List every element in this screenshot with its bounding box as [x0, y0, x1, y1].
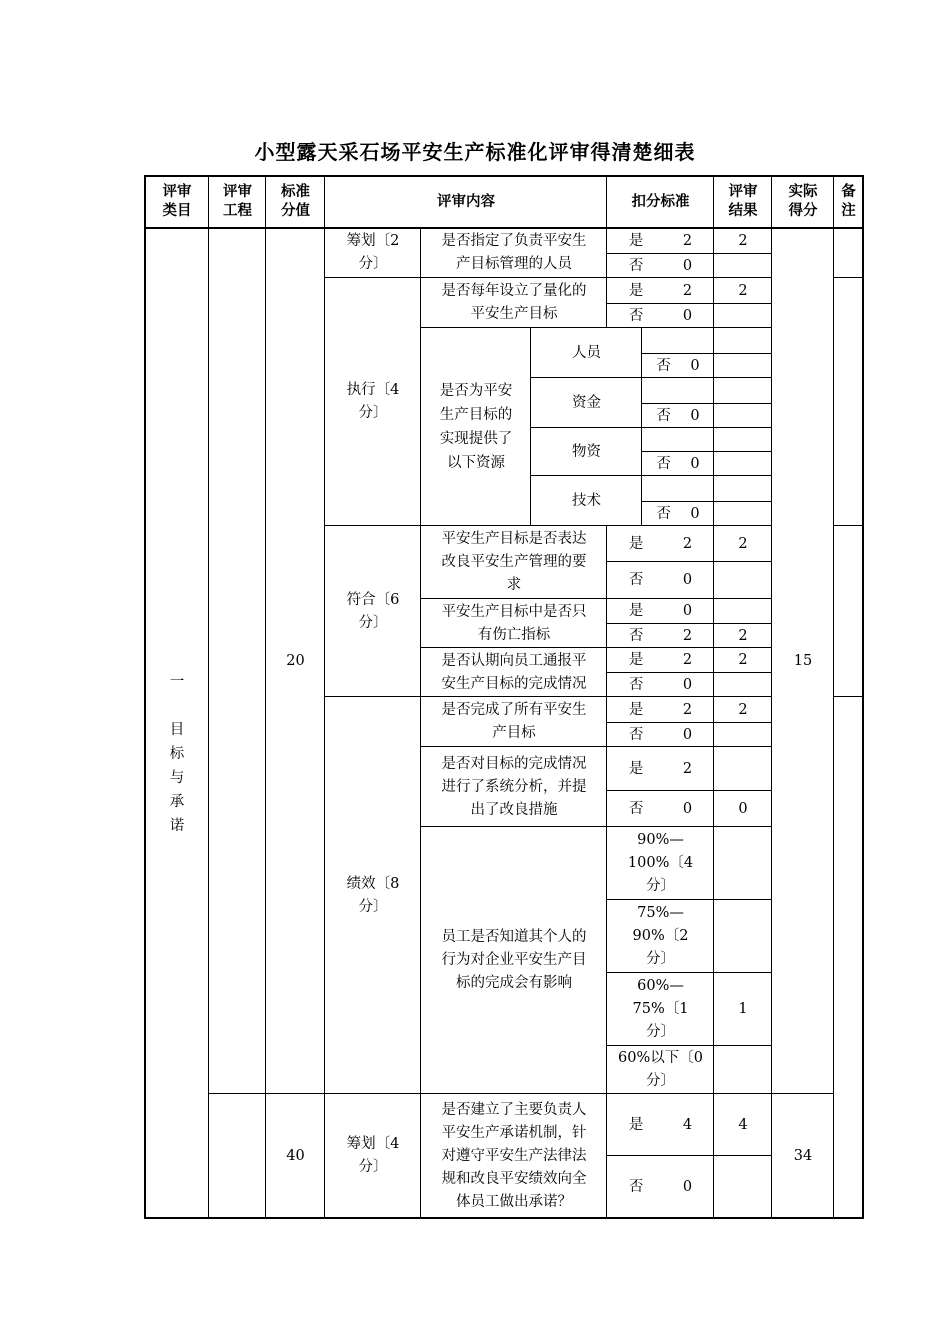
- header-deduction: 扣分标准: [631, 193, 690, 210]
- table-border-bottom: [144, 1217, 864, 1219]
- header-content: 评审内容: [437, 193, 495, 210]
- exec-q1-yes: 是 2: [628, 282, 693, 299]
- header-standard-score: 标准 分值: [281, 184, 310, 219]
- remarks-divider: [834, 696, 863, 697]
- plan-label-s2: 筹划〔4 分〕: [346, 1136, 400, 1175]
- col-divider: [606, 228, 607, 328]
- resource-divider: [531, 427, 772, 428]
- row-divider: [325, 277, 772, 278]
- s2-plan-q1-yes: 是 4: [628, 1116, 693, 1133]
- resource-funds-no: 否 0: [656, 407, 700, 424]
- resource-materials-no: 否 0: [656, 455, 700, 472]
- resource-technology-no: 否 0: [656, 505, 700, 522]
- resource-subdivider: [642, 451, 772, 452]
- plan-q1-result: 2: [738, 232, 748, 249]
- perf-q3-option-90-100: 90%— 100%〔4 分〕: [627, 832, 694, 894]
- row-divider: [421, 746, 772, 747]
- s2-plan-q1-result: 4: [738, 1116, 748, 1133]
- resource-materials: 物资: [572, 443, 601, 460]
- resource-divider: [531, 475, 772, 476]
- s2-plan-q1-no: 否 0: [628, 1178, 693, 1195]
- yes-no-divider: [607, 790, 772, 791]
- col-divider: [420, 228, 421, 1218]
- perf-q2-no: 否 0: [628, 800, 693, 817]
- table-border-left: [144, 175, 146, 1219]
- table-border-top: [144, 175, 864, 177]
- yes-no-divider: [607, 623, 772, 624]
- yes-no-divider: [607, 561, 772, 562]
- perf-q1-no: 否 0: [628, 726, 693, 743]
- conform-q3-text: 是否认期向员工通报平 安生产目标的完成情况: [441, 652, 587, 692]
- perf-q2-text: 是否对目标的完成情况 进行了系统分析，并提 出了改良措施: [441, 755, 587, 818]
- conform-q3-no: 否 0: [628, 676, 693, 693]
- resource-subdivider: [642, 353, 772, 354]
- resource-personnel: 人员: [572, 344, 601, 361]
- perf-q1-result: 2: [738, 701, 748, 718]
- perf-label: 绩效〔8 分〕: [346, 875, 400, 915]
- perf-q3-option-75-90: 75%— 90%〔2 分〕: [632, 905, 689, 967]
- remarks-divider: [834, 525, 863, 526]
- yes-no-divider: [607, 303, 772, 304]
- conform-q1-yes: 是 2: [628, 535, 693, 552]
- exec-label: 执行〔4 分〕: [346, 382, 400, 421]
- col-divider: [265, 175, 266, 1218]
- row-divider: [325, 696, 772, 697]
- yes-no-divider: [607, 899, 772, 900]
- conform-q3-result: 2: [738, 652, 748, 668]
- exec-q1-result: 2: [738, 282, 748, 299]
- exec-q1-no: 否 0: [628, 307, 693, 324]
- conform-q1-text: 平安生产目标是否表达 改良平安生产管理的要 求: [441, 531, 587, 593]
- remarks-divider: [834, 277, 863, 278]
- resource-personnel-no: 否 0: [656, 357, 700, 374]
- conform-q3-yes: 是 2: [628, 652, 693, 668]
- conform-q2-text: 平安生产目标中是否只 有伤亡指标: [441, 603, 587, 643]
- perf-q3-result: 1: [738, 1001, 748, 1017]
- yes-no-divider: [607, 1045, 772, 1046]
- perf-q2-yes: 是 2: [628, 760, 693, 777]
- conform-q1-result: 2: [738, 535, 748, 552]
- row-divider: [421, 647, 772, 648]
- plan-label-s1: 筹划〔2 分〕: [346, 233, 400, 272]
- resource-subdivider: [642, 501, 772, 502]
- row-divider: [325, 525, 772, 526]
- yes-no-divider: [607, 253, 772, 254]
- yes-no-divider: [607, 972, 772, 973]
- perf-q1-yes: 是 2: [628, 701, 693, 718]
- exec-q2-text: 是否为平安 生产目标的 实现提供了 以下资源: [439, 383, 513, 471]
- plan-q1-no: 否 0: [628, 257, 693, 274]
- actual-score-s2: 34: [793, 1147, 813, 1164]
- col-divider: [606, 526, 607, 1218]
- conform-q2-yes: 是 0: [628, 603, 693, 619]
- row-divider: [421, 327, 772, 328]
- page-title: 小型露天采石场平安生产标准化评审得清楚细表: [254, 140, 696, 164]
- conform-label: 符合〔6 分〕: [346, 591, 400, 631]
- standard-score-s2: 40: [286, 1147, 305, 1164]
- s2-plan-q1-text: 是否建立了主要负责人 平安生产承诺机制，针 对遵守平安生产法律法 规和改良平安绩效向全 体员工做出承诺？: [441, 1101, 587, 1210]
- perf-q2-result: 0: [738, 800, 748, 817]
- conform-q2-result: 2: [738, 627, 748, 644]
- table-border-right: [862, 175, 864, 1219]
- resource-divider: [531, 377, 772, 378]
- header-item: 评审 工程: [223, 184, 252, 219]
- row-divider: [209, 1093, 834, 1094]
- resource-technology: 技术: [572, 492, 601, 509]
- header-category: 评审 类目: [162, 184, 192, 219]
- conform-q2-no: 否 2: [628, 627, 693, 644]
- col-divider: [606, 175, 607, 228]
- exec-q1-text: 是否每年设立了量化的 平安生产目标: [441, 283, 587, 322]
- row-divider: [421, 598, 772, 599]
- yes-no-divider: [607, 672, 772, 673]
- perf-q3-option-60-75: 60%— 75%〔1 分〕: [632, 978, 689, 1040]
- perf-q1-text: 是否完成了所有平安生 产目标: [441, 702, 587, 741]
- yes-no-divider: [607, 722, 772, 723]
- conform-q1-no: 否 0: [628, 572, 693, 588]
- perf-q3-text: 员工是否知道其个人的 行为对企业平安生产目 标的完成会有影响: [441, 929, 587, 991]
- perf-q3-option-below-60: 60%以下〔0 分〕: [618, 1050, 703, 1089]
- yes-no-divider: [607, 1155, 772, 1156]
- col-divider: [208, 175, 209, 1218]
- actual-score-s1: 15: [793, 652, 813, 669]
- standard-score-s1: 20: [286, 652, 305, 669]
- header-remarks: 备 注: [841, 184, 856, 219]
- resource-subdivider: [642, 403, 772, 404]
- plan-q1-yes: 是 2: [628, 232, 693, 249]
- plan-q1-text: 是否指定了负责平安生 产目标管理的人员: [441, 233, 587, 272]
- resource-funds: 资金: [572, 394, 601, 411]
- category-goals-commitment: 一 目 标 与 承 诺: [169, 673, 185, 834]
- row-divider: [421, 826, 772, 827]
- header-result: 评审 结果: [728, 184, 758, 219]
- header-bottom-rule: [144, 227, 864, 229]
- header-actual-score: 实际 得分: [788, 184, 818, 219]
